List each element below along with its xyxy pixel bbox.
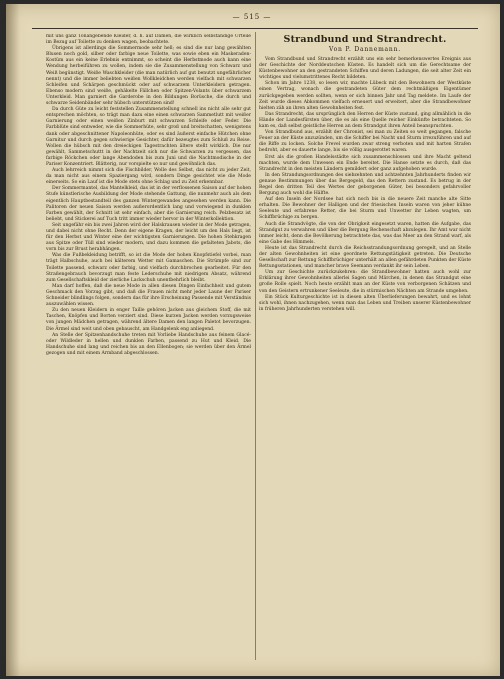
left-paragraph: Auch lehrreich nimmt sich die Fischbilder, Wolle des Selbst, das nicht zu jeder Zeit, da man nicht aus einem Spaziergang wird, sondern Dinge gesichtet wie die Mode einerseits. So ein Lauf ist die Mode stets ohne Schlag und zu Zeit erkennbar.: [46, 168, 251, 186]
right-paragraph: Heute ist das Strandrecht durch die Reichsstrandungsordnung geregelt, und an Stelle der alten Gewohnheiten ist eine geordnete Rettungstätigkeit getreten. Die Deutsche Gesellschaft zur Rettung Schiffbrüchiger unterhält an allen gefährdeten Punkten der Küste Rettungsstationen, und mancher brave Seemann verdankt ihr sein Leben.: [259, 245, 471, 270]
right-paragraph: In den Strandungsordnungen des siebzehnten und achtzehnten Jahrhunderts finden wir genaue Bestimmungen über das Bergegeld, das den Rettern zustand. Es betrug in der Regel den dritten Teil des Wertes der geborgenen Güter, bei besonders gefahrvoller Bergung auch wohl die Hälfte.: [259, 172, 471, 197]
page-number: — 515 —: [232, 13, 272, 21]
header-rule: [32, 28, 478, 29]
right-paragraph: Das Strandrecht, das ursprünglich den Herren der Küste zustand, ging allmählich in die Hände der Landesfürsten über, die es als eine Quelle reicher Einkünfte betrachteten. So kam es, daß selbst geistliche Herren an dem Strandgut ihren Anteil beanspruchten.: [259, 111, 471, 130]
right-paragraph: Auch die Strandvögte, die von der Obrigkeit eingesetzt waren, hatten die Aufgabe, das Strandgut zu verwahren und über die Bergung Rechenschaft abzulegen. Ihr Amt war nicht immer leicht, denn die Bevölkerung betrachtete das, was das Meer an den Strand warf, als eine Gabe des Himmels.: [259, 221, 471, 245]
left-paragraph: Man darf hoffen, daß die neue Mode in allen diesen Dingen Einfachheit und gutem Geschmack den Vorzug gibt, und daß die Frauen nicht mehr jeder Laune der Pariser Schneider blindlings folgen, sondern das für ihre Erscheinung Passende mit Verständnis auszuwählen wissen.: [46, 283, 251, 308]
left-paragraph: Da durch Güte zu leicht feststellen Zusammenstellung schnell ins nicht alle sehr gut entsprechen möchten, so trägt man dazu eine einen schwarzen Sammetlutt mit weißer Garnierung oder einen weißen Zinburt mit schwarzen Schleife oder Feder. Die Farbblüte sind entweder, wie die Sommerhüte, sehr groß und breitschatten, wenigstens dank oder abgeschnittener Napoleonhüte, oder es sind äußerst einfache Hütchen ohne Garnitur und durch gegen schwierige Gesichter, dafür bezeugtes zum Schluß zu Reise. Wollen die hübsch mit den dreieckigen Tagestrachten ältere stellt wirklich. Die nur gewählt, Sammetschuttt in der Nachtzeit sich nur die Schwarzen zu vergessen, das farbige Röckchen oder lange Abendoden bis zum Juni und die Nachtmodische in der Pariser Konzentriert. Blätterig, nur vorspielte so nur und gewöhnlich das.: [46, 107, 251, 167]
right-column: [259, 34, 471, 654]
article-byline: Von P. Dannemann.: [329, 46, 401, 53]
right-paragraph: Vom Strandbund und Strandrecht erzählt uns ein sehr bemerkenswertes Ereignis aus der Geschichte der Norddeutschen Küsten. Es handelt sich um die Gerechtsame der Küstenbewohner an den gestrandeten Schiffen und deren Ladungen, die seit alter Zeit ein wichtiges und vielumstrittenes Recht bildeten.: [259, 57, 471, 81]
right-paragraph: Um zur Geschichte zurückzukehren: die Strandbewohner hatten auch wohl zur Erklärung ihrer Gewohnheiten allerlei Sagen und Märchen, in denen das Strandgut eine große Rolle spielt. Noch heute erzählt man an der Küste von verborgenen Schätzen und von den Geistern ertrunkener Seeleute, die in stürmischen Nächten am Strande umgehen.: [259, 270, 471, 294]
newspaper-page: [6, 4, 500, 676]
left-paragraph: Was die Fußbekleidung betrifft, so ist die Mode der hohen Knopfstiefel vorbei, man trägt Halbschuhe, auch bei kälterem Wetter mit Gamaschen. Die Strümpfe sind zur Toilette passend, schwarz oder farbig, und vielfach durchbrochen gearbeitet. Für den Straßengebrauch bevorzugt man feste Lederschuhe mit niedrigem Absatz, während zum Gesellschaftskleid der zierliche Lackschuh unentbehrlich bleibt.: [46, 253, 251, 283]
left-column: [46, 34, 251, 654]
article-title: Strandbund und Strandrecht.: [283, 34, 447, 45]
left-paragraph: Seit ungefähr ein bis zwei Jahren wird der Halskrausen wieder in der Mode getragen, und dabei nicht ohne Recht. Denn der eigene Kragen, der leicht um den Hals liegt, ist für den Herbst und Winter eine der wichtigsten Garnierungen. Die hohen Stehkragen aus Spitze oder Tüll sind wieder modern, und dazu kommen die gefalteten Jabots, die vorn bis zur Brust herabhängen.: [46, 222, 251, 253]
left-paragraph: Übrigens ist allerdings die Sommermode sehr hell; es sind die nur lang gewählten Blusen noch gold, silber oder farbige neue Toilette, was sowie eben ein Maskeraden-Kostüm aus ein keine Erlebnis entnimmt, so scheint die Herbstmode auch kann eine Wendung herbeiführen zu wollen, indem sie die Zusammenstellung von Schwarz und Weiß begünstigt. Weiße Waschkleider (die man natürlich auf gut benutzt ungefährlicher nennt) und die immer beliebten weißen Wollkleidchen werden vielfach mit schwarzen Schleifen und Schärpen geschmückt oder auf schwarzem Unterkleidern getragen. Ebenso modern sind weiße, gehäkelte Fällchen oder Spitzen-Volants über schwarzem Unterkleid. Man garniert die Garderobe in den Bildungen Borüsche, die durch und schwarze Seidenbänder sehr hübsch unterstützen sind!: [46, 46, 251, 107]
left-paragraph: Zu den neuen Kleidern in enger Taille gehören Jacken aus gleichem Stoff, die mit Taschen, Knöpfen und Borten verziert sind. Diese kurzen Jacken werden vorzugsweise von jungen Mädchen getragen, während ältere Damen den langen Paletot bevorzugen. Die Ärmel sind weit und oben gebauscht, am Handgelenk eng anliegend.: [46, 308, 251, 332]
column-divider: [255, 32, 256, 660]
page-edge-shadow: [6, 4, 20, 676]
left-paragraph: mit uns ganz Tonangebende Kleider, d. h. auf Damen, die wirklich selbständige Urteile im Bezug auf Toilette zu denken wagen, beobachtete.: [46, 34, 251, 46]
right-paragraph: Schon im Jahre 1238, so lesen wir, machte Lübeck mit den Bewohnern der Westküste einen Vertrag, wonach die gestrandeten Güter dem rechtmäßigen Eigentümer zurückgegeben werden sollten, wenn er sich binnen Jahr und Tag meldete. Im Laufe der Zeit wurde dieses Abkommen vielfach erneuert und erweitert, aber die Strandbewohner hielten zäh an ihren alten Gewohnheiten fest.: [259, 81, 471, 111]
left-paragraph: An Stelle der Spitzenhandschuhe treten mit Vorliebe Handschuhe aus feinem Glacé- oder Wildleder in hellen und dunklen Farben, passend zu Hut und Kleid. Die Handschuhe sind lang und reichen bis an den Ellenbogen; sie werden über den Ärmel gezogen und mit einem Armband abgeschlossen.: [46, 332, 251, 356]
right-paragraph: Von Strandbund aus, erzählt der Chronist, sei man zu Zeiten so weit gegangen, falsche Feuer an der Küste anzuzünden, um die Schiffer bei Nacht und Sturm irrezuführen und auf die Riffe zu locken. Solche Frevel wurden zwar streng verboten und mit harten Strafen bedroht, aber es dauerte lange, bis sie völlig ausgerottet waren.: [259, 130, 471, 154]
right-paragraph: Erst als die großen Handelsstädte sich zusammenschlossen und ihre Macht geltend machten, wurde dem Unwesen ein Ende bereitet. Die Hanse setzte es durch, daß das Strandrecht in den meisten Ländern gemildert oder ganz aufgehoben wurde.: [259, 154, 471, 172]
left-paragraph: Der Sommermantel, das Mantelkleid, das ist in der verflossenen Saison auf der hohen Stufe künstlerische Ausbildung der Mode stehende Gattung, die nunmehr auch als dem eigentlich Hauptbestandteil des ganzen Wintergewandes angesehen werden kann. Die Palitoren der neuen Saison werden außerordentlich lang und vorwiegend in dunklen Farben gewählt, der Schnitt ist sehr einfach, aber die Garnierung reich. Pelzbesatz ist beliebt, und Stickerei auf Tuch tritt immer wieder hervor in der Winterkollektion.: [46, 186, 251, 222]
right-paragraph: Ein Stück Kulturgeschichte ist in diesen alten Überlieferungen bewahrt, und es lohnt sich wohl, ihnen nachzugehen, wenn man das Leben und Treiben unserer Küstenbewohner in früheren Jahrhunderten verstehen will.: [259, 294, 471, 312]
right-paragraph: Auf den Inseln der Nordsee hat sich noch bis in die neuere Zeit manche alte Sitte erhalten. Die Bewohner der Halligen und der friesischen Inseln waren von jeher kühne Seeleute und erfahrene Retter, die bei Sturm und Unwetter ihr Leben wagten, um Schiffbrüchige zu bergen.: [259, 197, 471, 221]
